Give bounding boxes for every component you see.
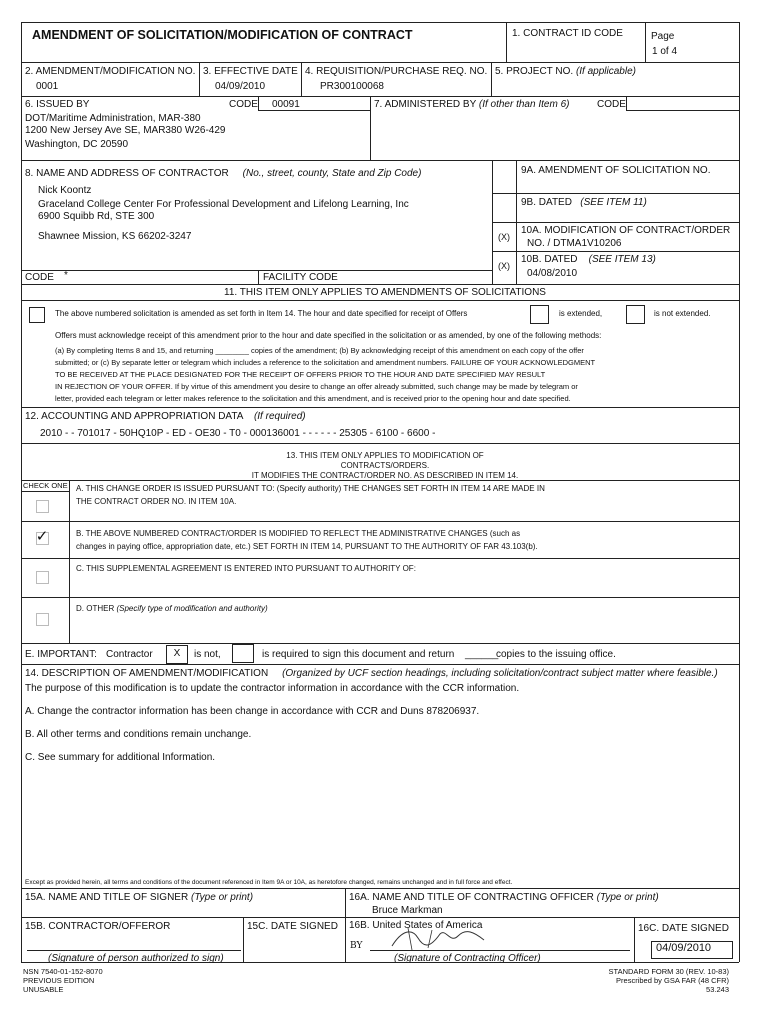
contractor-offeror-label: 15B. CONTRACTOR/OFFEROR — [25, 921, 171, 932]
amendment-no-label: 2. AMENDMENT/MODIFICATION NO. — [25, 66, 196, 77]
item14-change-b: B. All other terms and conditions remain unchange. — [25, 729, 252, 740]
issued-address-line1: DOT/Maritime Administration, MAR-380 — [25, 113, 201, 124]
option-b-checkmark: ✓ — [35, 528, 49, 545]
contractor-address-line2: Graceland College Center For Professional Development and Lifelong Learning, Inc — [38, 199, 409, 210]
contractor-code-label: CODE — [25, 272, 54, 283]
dated-10b-value: 04/08/2010 — [527, 268, 578, 279]
contract-id-label: 1. CONTRACT ID CODE — [512, 28, 623, 39]
except-note: Except as provided herein, all terms and conditions of the document referenced in Item 9A or 10A, as heretofore changed, remains unchanged and in full force and effect. — [25, 879, 513, 886]
by-label: BY — [350, 941, 363, 951]
option-b-line2: changes in paying office, appropriation date, etc.) SET FORTH IN ITEM 14, PURSUANT TO THE AUTHORITY OF FAR 43.103(b). — [76, 542, 538, 551]
item12-label: 12. ACCOUNTING AND APPROPRIATION DATA (If required) — [25, 411, 306, 422]
officer-name: Bruce Markman — [372, 905, 443, 916]
item14-purpose: The purpose of this modification is to update the contractor information in accordance with the CCR information. — [25, 683, 520, 694]
item11-line6: IN REJECTION OF YOUR OFFER. If by virtue of this amendment you desire to change an offer already submitted, such change may be made by telegram or — [55, 382, 578, 391]
contractor-address-line3: 6900 Squibb Rd, STE 300 — [38, 211, 155, 222]
contractor-address-line4: Shawnee Mission, KS 66202-3247 — [38, 231, 192, 242]
x-10a: (X) — [498, 232, 510, 242]
dated-10b-label: 10B. DATED (SEE ITEM 13) — [521, 254, 656, 265]
contractor-label: 8. NAME AND ADDRESS OF CONTRACTOR (No., street, county, State and Zip Code) — [25, 168, 422, 179]
amendment-no-value: 0001 — [36, 81, 59, 92]
item11-line1: The above numbered solicitation is amended as set forth in Item 14. The hour and date specified for receipt of Offers — [55, 309, 468, 318]
extended-checkbox[interactable] — [530, 305, 549, 324]
date-signed-16c-label: 16C. DATE SIGNED — [638, 923, 729, 934]
amendment-solicitation-label: 9A. AMENDMENT OF SOLICITATION NO. — [521, 165, 711, 176]
issued-code-label: CODE — [229, 99, 258, 110]
form-right-border — [739, 22, 740, 962]
project-no-label: 5. PROJECT NO. (If applicable) — [495, 66, 636, 77]
extended-label: is extended, — [559, 309, 603, 318]
item14-change-c: C. See summary for additional Information. — [25, 752, 216, 763]
nsn-line1: NSN 7540-01-152-8070 — [23, 967, 103, 976]
facility-code-label: FACILITY CODE — [263, 272, 338, 283]
item14-change-a: A. Change the contractor information has been change in accordance with CCR and Duns 878206937. — [25, 706, 480, 717]
option-b-line1: B. THE ABOVE NUMBERED CONTRACT/ORDER IS MODIFIED TO REFLECT THE ADMINISTRATIVE CHANGES (such as — [76, 529, 521, 538]
not-extended-label: is not extended. — [654, 309, 711, 318]
item11-line5: TO BE RECEIVED AT THE PLACE DESIGNATED FOR THE RECEIPT OF OFFERS PRIOR TO THE HOUR AND DATE SPECIFIED MAY RESULT — [55, 370, 546, 379]
copies-label: copies to the issuing office. — [496, 649, 616, 660]
administered-by-label: 7. ADMINISTERED BY (If other than Item 6) — [374, 99, 570, 110]
form-top-border — [21, 22, 739, 23]
signature-officer-caption: (Signature of Contracting Officer) — [394, 953, 541, 964]
issued-address-line2: 1200 New Jersey Ave SE, MAR380 W26-429 — [25, 125, 226, 136]
item11-line7: letter, provided each telegram or letter makes reference to the solicitation and this amendment, and is received prior to the opening hour and date specified. — [55, 394, 571, 403]
page-label: Page — [651, 31, 675, 42]
page-number: 1 of 4 — [652, 46, 678, 57]
not-extended-checkbox[interactable] — [626, 305, 645, 324]
item13-heading-2: CONTRACTS/ORDERS. — [340, 461, 430, 470]
item11-line2: Offers must acknowledge receipt of this amendment prior to the hour and date specified in the solicitation or as amended, by one of the following methods: — [55, 331, 602, 340]
item11-checkbox[interactable] — [29, 307, 45, 323]
sf-line3: 53.243 — [706, 985, 729, 994]
form-left-border — [21, 22, 22, 962]
effective-date-value: 04/09/2010 — [215, 81, 266, 92]
sf-line1: STANDARD FORM 30 (REV. 10-83) — [608, 967, 729, 976]
nsn-line3: UNUSABLE — [23, 985, 64, 994]
item14-label: 14. DESCRIPTION OF AMENDMENT/MODIFICATION (Organized by UCF section headings, including solicitation/contract subject matter where feasible.) — [25, 668, 718, 679]
is-not-label: is not, — [194, 649, 221, 660]
dated-9b-label: 9B. DATED (SEE ITEM 11) — [521, 197, 647, 208]
signer-label: 15A. NAME AND TITLE OF SIGNER (Type or print) — [25, 892, 254, 903]
signature-person-caption: (Signature of person authorized to sign) — [48, 953, 224, 964]
admin-code-box — [626, 96, 740, 111]
issued-code-value: 00091 — [272, 99, 300, 110]
is-required-checkbox[interactable] — [232, 644, 254, 663]
option-a-line1: A. THIS CHANGE ORDER IS ISSUED PURSUANT TO: (Specify authority) THE CHANGES SET FORTH IN ITEM 14 ARE MADE IN — [76, 484, 545, 493]
modification-10a-label: 10A. MODIFICATION OF CONTRACT/ORDER — [521, 225, 731, 236]
copies-blank: ______ — [465, 649, 499, 660]
option-a-checkbox[interactable] — [36, 500, 49, 513]
item11-line4: submitted; or (c) By separate letter or telegram which includes a reference to the solicitation and amendment numbers. FAILURE OF YOUR ACKNOWLEDGMENT — [55, 358, 596, 367]
effective-date-label: 3. EFFECTIVE DATE — [203, 66, 298, 77]
admin-code-label: CODE — [597, 99, 626, 110]
united-states-label: 16B. United States of America — [349, 920, 483, 931]
option-c-line1: C. THIS SUPPLEMENTAL AGREEMENT IS ENTERED INTO PURSUANT TO AUTHORITY OF: — [76, 564, 416, 573]
sf-line2: Prescribed by GSA FAR (48 CFR) — [616, 976, 729, 985]
item11-heading: 11. THIS ITEM ONLY APPLIES TO AMENDMENTS OF SOLICITATIONS — [224, 287, 546, 298]
option-a-line2: THE CONTRACT ORDER NO. IN ITEM 10A. — [76, 497, 237, 506]
date-16c-value: 04/09/2010 — [656, 942, 712, 954]
x-10b: (X) — [498, 261, 510, 271]
accounting-data-value: 2010 - - 701017 - 50HQ10P - ED - OE30 - T0 - 000136001 - - - - - - 25305 - 6100 - 6600 - — [40, 428, 436, 439]
form-title: AMENDMENT OF SOLICITATION/MODIFICATION OF CONTRACT — [32, 28, 413, 42]
is-required-label: is required to sign this document and return — [262, 649, 455, 660]
check-one-label: CHECK ONE — [23, 481, 68, 490]
important-contractor: Contractor — [106, 649, 153, 660]
important-label: E. IMPORTANT: — [25, 649, 97, 660]
officer-signature-image — [388, 924, 488, 954]
contractor-signature-line — [27, 950, 241, 951]
contractor-name: Nick Koontz — [38, 185, 92, 196]
item11-line3: (a) By completing Items 8 and 15, and returning ________ copies of the amendment; (b) By acknowledging receipt of this amendment on each copy of the offer — [55, 346, 584, 355]
issued-by-label: 6. ISSUED BY — [25, 99, 90, 110]
option-d-checkbox[interactable] — [36, 613, 49, 626]
officer-label: 16A. NAME AND TITLE OF CONTRACTING OFFICER (Type or print) — [349, 892, 659, 903]
nsn-line2: PREVIOUS EDITION — [23, 976, 95, 985]
option-c-checkbox[interactable] — [36, 571, 49, 584]
contractor-code-value: * — [64, 270, 68, 281]
requisition-value: PR300100068 — [320, 81, 384, 92]
requisition-label: 4. REQUISITION/PURCHASE REQ. NO. — [305, 66, 488, 77]
item13-heading-1: 13. THIS ITEM ONLY APPLIES TO MODIFICATION OF — [286, 451, 484, 460]
issued-address-line3: Washington, DC 20590 — [25, 139, 129, 150]
option-d-line1: D. OTHER (Specify type of modification and authority) — [76, 604, 268, 613]
item13-heading-3: IT MODIFIES THE CONTRACT/ORDER NO. AS DESCRIBED IN ITEM 14. — [251, 471, 519, 480]
modification-10a-value: NO. / DTMA1V10206 — [527, 238, 622, 249]
is-not-x-mark: X — [173, 648, 181, 659]
date-signed-15c-label: 15C. DATE SIGNED — [247, 921, 338, 932]
